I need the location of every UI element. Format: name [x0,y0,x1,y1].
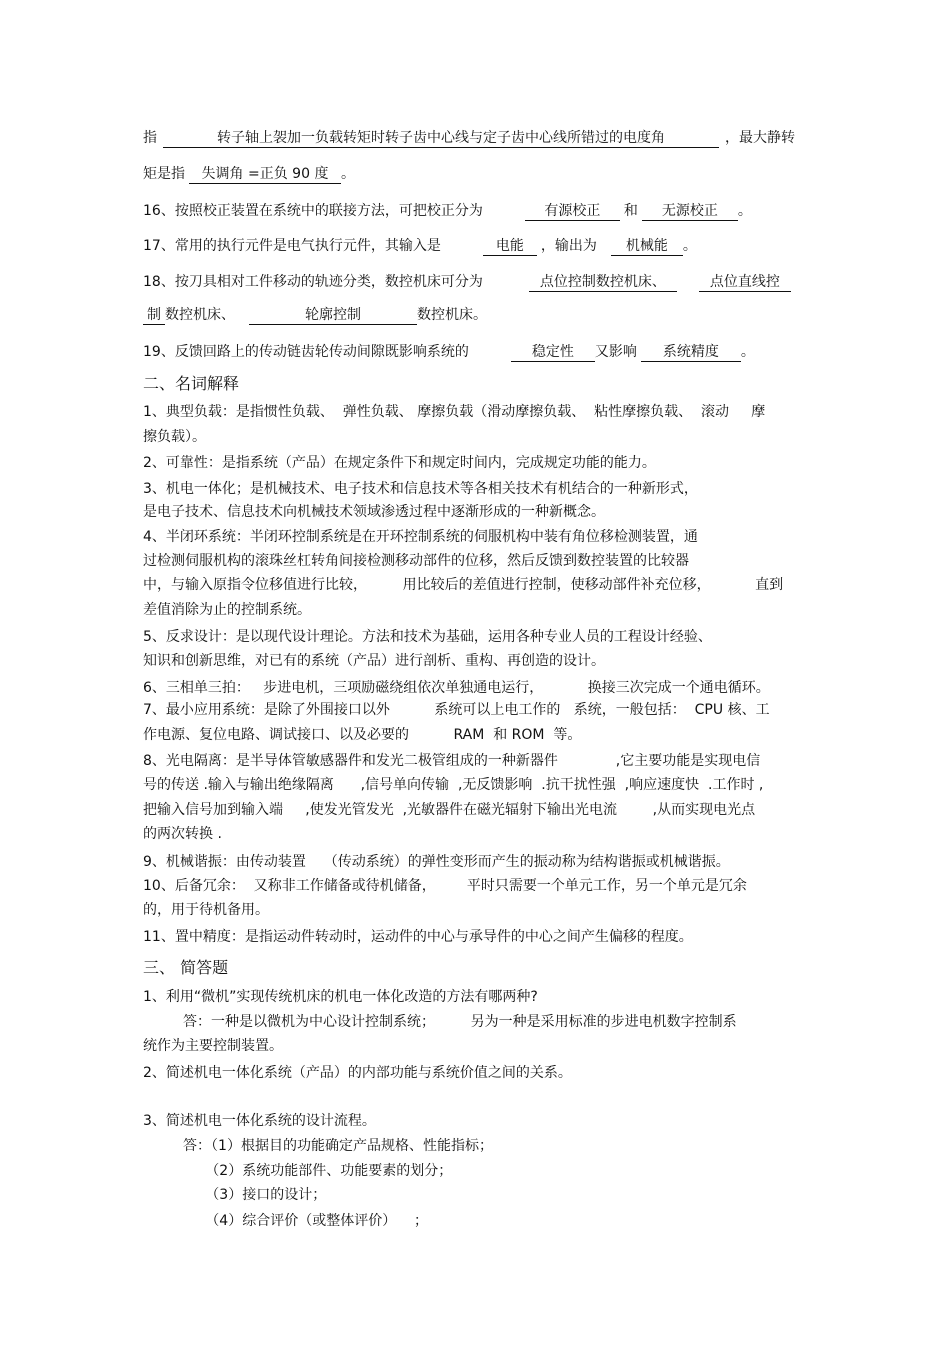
text: 19、反馈回路上的传动链齿轮传动间隙既影响系统的 [143,344,469,360]
blank-answer: 稳定性 [511,344,595,362]
text: 。 [682,238,697,254]
section3-line: 统作为主要控制装置。 [143,1038,283,1054]
section3-line: 3、简述机电一体化系统的设计流程。 [143,1113,376,1129]
section-heading: 三、 简答题 [143,958,229,977]
section2-line: 知识和创新思维，对已有的系统（产品）进行剖析、重构、再创造的设计。 [143,653,605,669]
section2-line: 7、最小应用系统：是除了外围接口以外 系统可以上电工作的 系统，一般包括： CPU 核、工 [143,702,770,718]
text: 17、常用的执行元件是电气执行元件，其输入是 [143,238,441,254]
section2-line: 5、反求设计：是以现代设计理论。方法和技术为基础，运用各种专业人员的工程设计经验、 [143,629,712,645]
section2-line: 3、机电一体化；是机械技术、电子技术和信息技术等各相关技术有机结合的一种新形式， [143,481,698,497]
section3-line: 答：（1）根据目的功能确定产品规格、性能指标； [143,1138,493,1154]
section2-line: 2、可靠性：是指系统（产品）在规定条件下和规定时间内，完成规定功能的能力。 [143,455,656,471]
section2-line: 过检测伺服机构的滚珠丝杠转角间接检测移动部件的位移，然后反馈到数控装置的比较器 [143,553,689,569]
text: 。 [737,203,752,219]
section2-line: 1、典型负载：是指惯性负载、 弹性负载、 摩擦负载（滑动摩擦负载、 粘性摩擦负载、 滚动 摩 [143,404,766,420]
text: 18、按刀具相对工件移动的轨迹分类，数控机床可分为 [143,274,483,290]
text: ，输出为 [540,238,597,254]
blank-answer: 电能 [483,238,537,256]
question-19 [143,343,755,362]
text: ，最大静转 [725,130,795,146]
blank-answer: 点位直线控 [699,274,791,292]
question-18 [143,273,791,292]
section2-line: 9、机械谐振：由传动装置 （传动系统）的弹性变形而产生的振动称为结构谐振或机械谐振。 [143,854,730,870]
fill-line-1 [143,129,795,148]
question-17 [143,237,697,256]
text: 数控机床。 [417,307,487,323]
text: 数控机床、 [165,307,235,323]
blank-answer: 无源校正 [642,203,738,221]
text: 。 [740,344,755,360]
section2-line: 的，用于待机备用。 [143,902,269,918]
text: 。 [341,166,355,182]
blank-answer: 系统精度 [641,344,741,362]
section2-line: 8、光电隔离：是半导体管敏感器件和发光二极管组成的一种新器件 ,它主要功能是实现电信 [143,753,761,769]
section2-line: 擦负载）。 [143,429,206,445]
section3-line: （2）系统功能部件、功能要素的划分； [143,1163,453,1179]
blank-answer: 轮廓控制 [249,307,417,325]
section2-line: 的两次转换 . [143,826,222,842]
section3-line: 1、利用“微机”实现传统机床的机电一体化改造的方法有哪两种? [143,989,538,1005]
section2-line: 4、半闭环系统：半闭环控制系统是在开环控制系统的伺服机构中装有角位移检测装置，通 [143,529,698,545]
section2-line: 11、置中精度：是指运动件转动时，运动件的中心与承导件的中心之间产生偏移的程度。 [143,929,693,945]
fill-line-2 [143,165,355,184]
section3-line: 答：一种是以微机为中心设计控制系统； 另为一种是采用标准的步进电机数字控制系 [143,1014,737,1030]
text: 16、按照校正装置在系统中的联接方法，可把校正分为 [143,203,483,219]
blank-answer: 点位控制数控机床、 [529,274,677,292]
text: 和 [623,203,638,219]
text: 矩是指 [143,166,185,182]
section3-line: 2、简述机电一体化系统（产品）的内部功能与系统价值之间的关系。 [143,1065,572,1081]
section2-line: 是电子技术、信息技术向机械技术领域渗透过程中逐渐形成的一种新概念。 [143,504,605,520]
blank-answer: 有源校正 [525,203,620,221]
blank-answer: 制 [143,307,165,325]
blank-answer: 失调角 =正负 90 度 [189,166,341,184]
section2-line: 作电源、复位电路、调试接口、以及必要的 RAM 和 ROM 等。 [143,727,582,743]
section2-line: 中，与输入原指令位移值进行比较， 用比较后的差值进行控制，使移动部件补充位移， 直到 [143,577,784,593]
section2-line: 差值消除为止的控制系统。 [143,602,311,618]
text: 指 [143,130,157,146]
section2-line: 把输入信号加到输入端 ,使发光管发光 ,光敏器件在磁光辐射下输出光电流 ,从而实现电光点 [143,802,756,818]
section3-line: （4）综合评价（或整体评价） ； [143,1213,429,1229]
section-heading: 二、名词解释 [143,374,240,393]
section3-line: （3）接口的设计； [143,1187,327,1203]
blank-answer: 转子轴上袈加一负载转矩时转子齿中心线与定子齿中心线所错过的电度角 [163,130,719,148]
question-16 [143,202,752,221]
section2-line: 6、三相单三拍： 步进电机，三项励磁绕组依次单独通电运行， 换接三次完成一个通电循环。 [143,680,770,696]
question-18-cont [143,306,487,325]
section2-line: 号的传送 .输入与输出绝缘隔离 ,信号单向传输 ,无反馈影响 .抗干扰性强 ,响应速度快 .工作时 , [143,777,764,793]
section2-line: 10、后备冗余： 又称非工作储备或待机储备， 平时只需要一个单元工作，另一个单元是冗余 [143,878,747,894]
text: 又影响 [594,344,637,360]
blank-answer: 机械能 [611,238,683,256]
